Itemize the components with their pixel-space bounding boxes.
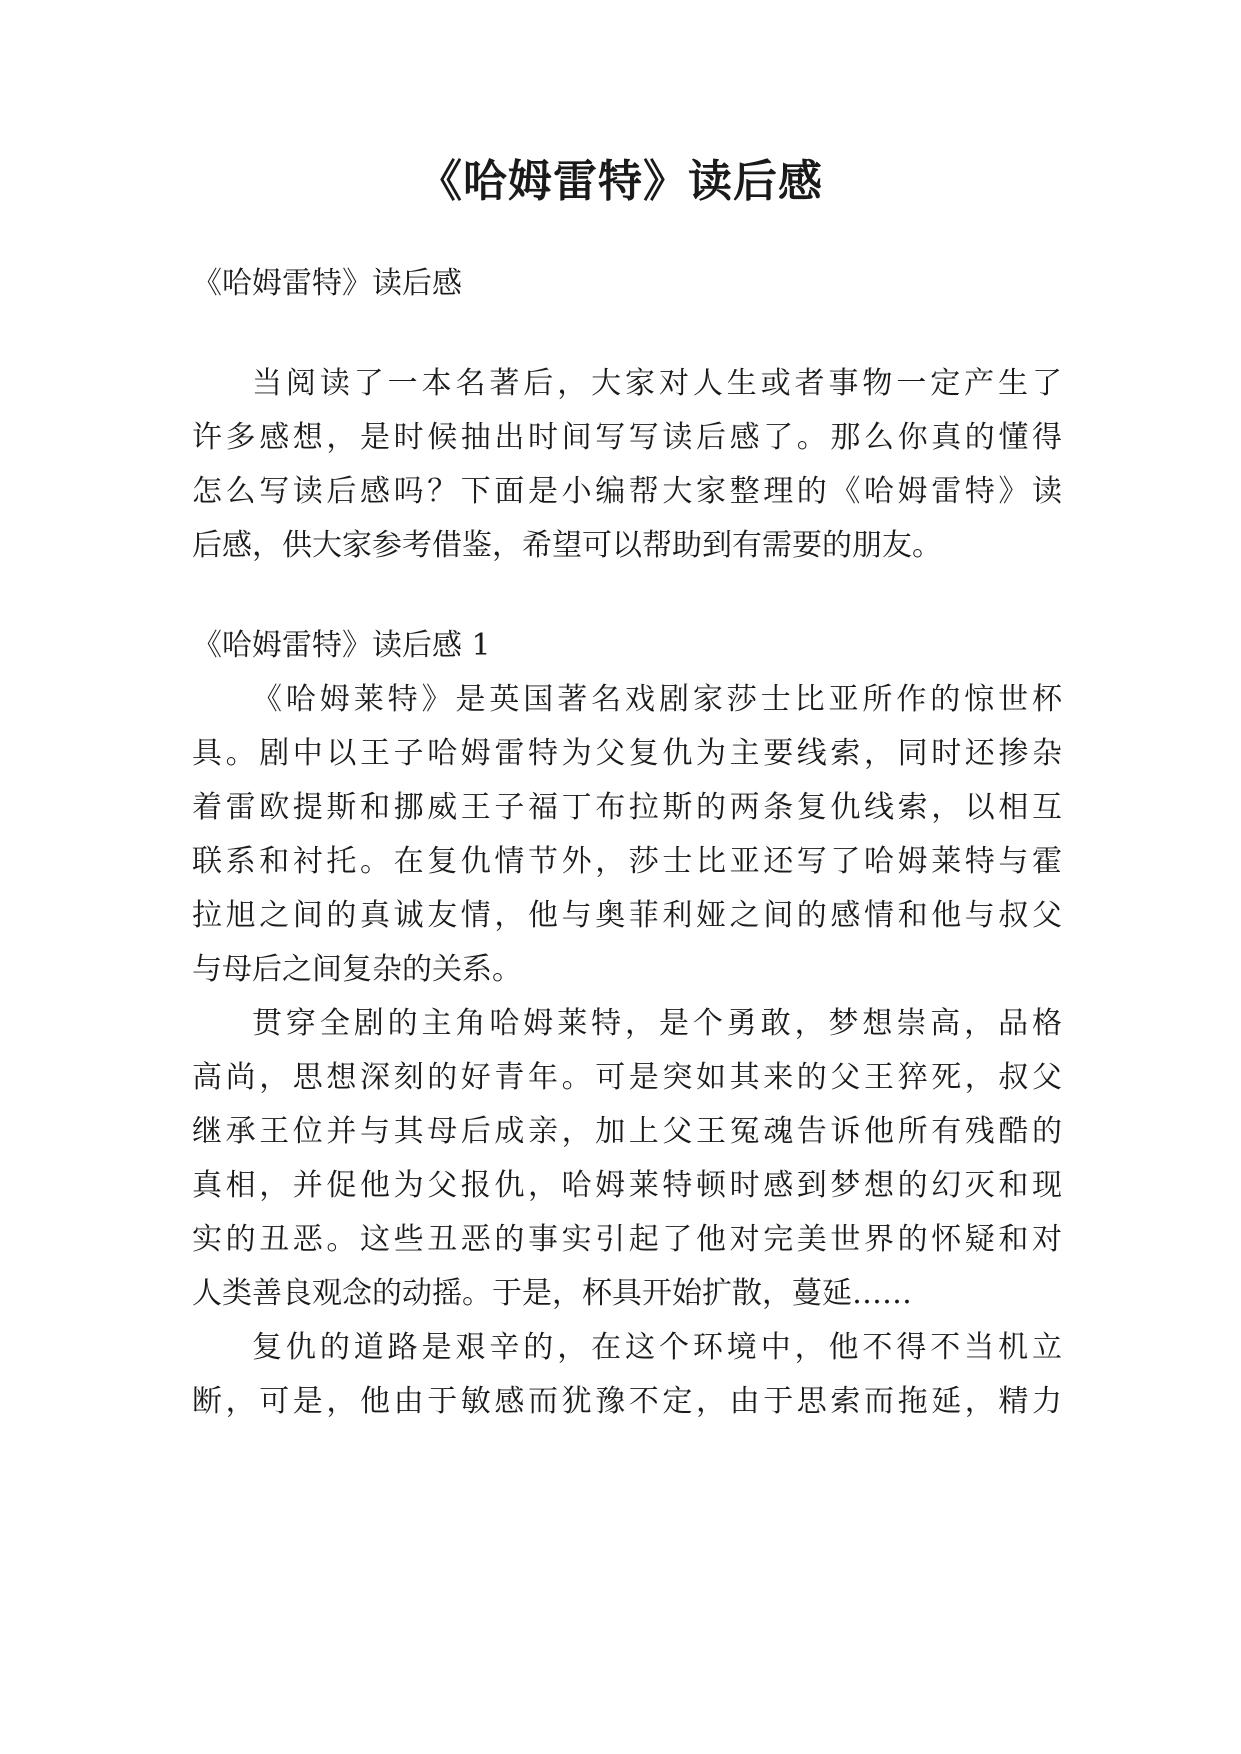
paragraph-line: 联系和衬托。在复仇情节外，莎士比亚还写了哈姆莱特与霍 [192, 844, 1062, 879]
section-heading: 《哈姆雷特》读后感 1 [192, 628, 491, 663]
intro-line: 当阅读了一本名著后，大家对人生或者事物一定产生了 [252, 366, 1062, 401]
paragraph-line: 复仇的道路是艰辛的，在这个环境中，他不得不当机立 [252, 1330, 1062, 1365]
paragraph-line: 与母后之间复杂的关系。 [192, 952, 522, 987]
document-title: 《哈姆雷特》读后感 [418, 156, 823, 207]
intro-line: 怎么写读后感吗？下面是小编帮大家整理的《哈姆雷特》读 [192, 474, 1062, 509]
paragraph-line: 着雷欧提斯和挪威王子福丁布拉斯的两条复仇线索，以相互 [192, 790, 1062, 825]
document-subtitle: 《哈姆雷特》读后感 [192, 266, 462, 301]
intro-line: 后感，供大家参考借鉴，希望可以帮助到有需要的朋友。 [192, 528, 942, 563]
paragraph-line: 实的丑恶。这些丑恶的事实引起了他对完美世界的怀疑和对 [192, 1222, 1062, 1257]
paragraph-line: 断，可是，他由于敏感而犹豫不定，由于思索而拖延，精力 [192, 1384, 1062, 1419]
paragraph-line: 《哈姆莱特》是英国著名戏剧家莎士比亚所作的惊世杯 [252, 682, 1062, 717]
intro-line: 许多感想，是时候抽出时间写写读后感了。那么你真的懂得 [192, 420, 1062, 455]
paragraph-line: 拉旭之间的真诚友情，他与奥菲利娅之间的感情和他与叔父 [192, 898, 1062, 933]
paragraph-line: 高尚，思想深刻的好青年。可是突如其来的父王猝死，叔父 [192, 1060, 1062, 1095]
paragraph-line: 人类善良观念的动摇。于是，杯具开始扩散，蔓延…… [192, 1276, 912, 1311]
paragraph-line: 真相，并促他为父报仇，哈姆莱特顿时感到梦想的幻灭和现 [192, 1168, 1062, 1203]
paragraph-line: 具。剧中以王子哈姆雷特为父复仇为主要线索，同时还掺杂 [192, 736, 1062, 771]
paragraph-line: 贯穿全剧的主角哈姆莱特，是个勇敢，梦想崇高，品格 [252, 1006, 1062, 1041]
paragraph-line: 继承王位并与其母后成亲，加上父王冤魂告诉他所有残酷的 [192, 1114, 1062, 1149]
